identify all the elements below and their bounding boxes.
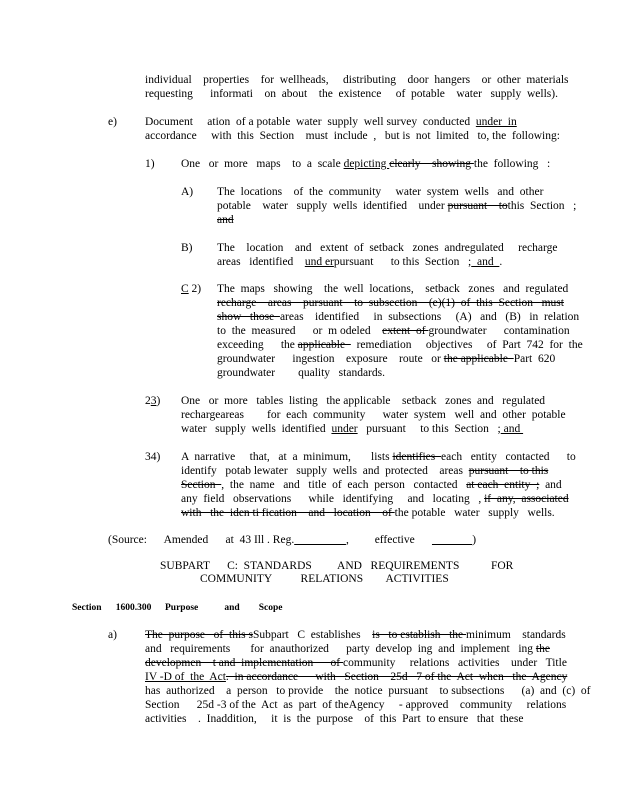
item-B-line-2: areas identified und erpursuant to this Section ; and . xyxy=(217,256,503,268)
item-a-line-6: Section 25d -3 of the Act as part of theAgency - approved community relations xyxy=(145,699,567,711)
item-34-line-5: with the iden ti fication and location of the potable water supply wells. xyxy=(181,507,555,519)
item-A-label: A) xyxy=(181,186,194,198)
item-1-line: One or more maps to a scale depicting clearly showing the following : xyxy=(181,158,551,170)
item-A-line-3: and xyxy=(217,214,234,226)
item-a-label: a) xyxy=(108,629,117,641)
item-C2-line-2: recharge areas pursuant to subsection (e)(1) of this Section must xyxy=(217,297,564,309)
item-C2-line-3: show those areas identified in subsections (A) and (B) in relation xyxy=(217,311,580,323)
item-34-line-1: A narrative that, at a minimum, lists identifies each entity contacted to xyxy=(181,451,576,463)
item-B-label: B) xyxy=(181,242,193,254)
item-a-line-7: activities . Inaddition, it is the purpose of this Part to ensure that these xyxy=(145,713,524,725)
item-C2-line-4: to the measured or m odeled extent of groundwater contamination xyxy=(217,325,570,337)
item-1-label: 1) xyxy=(145,158,155,170)
item-e-line-1: Document ation of a potable water supply well survey conducted under in xyxy=(145,116,517,128)
section-title: Purpose and Scope xyxy=(165,603,283,613)
subpart-heading-line-2: COMMUNITY RELATIONS ACTIVITIES xyxy=(200,573,449,585)
intro-line-2: requesting informati on about the existence of potable water supply wells). xyxy=(145,88,558,100)
item-a-line-2: and requirements for anauthorized party develop ing and implement ing the xyxy=(145,643,550,655)
item-a-line-5: has authorized a person to provide the notice pursuant to subsections (a) and (c) of xyxy=(145,685,591,697)
item-a-line-1: The purpose of this sSubpart C establishes is to establish the minimum standards xyxy=(145,629,566,641)
item-e-label: e) xyxy=(108,116,117,128)
intro-line-1: individual properties for wellheads, distributing door hangers or other materials xyxy=(145,74,569,86)
section-number: Section 1600.300 xyxy=(72,603,152,613)
item-C2-line-5: exceeding the applicable remediation objectives of Part 742 for the xyxy=(217,339,583,351)
item-C2-label: C 2) xyxy=(181,283,202,295)
item-A-line-2: potable water supply wells identified under pursuant tothis Section ; xyxy=(217,200,577,212)
source-line: (Source: Amended at 43 Ill . Reg. , effective ) xyxy=(108,534,477,546)
item-23-line-3: water supply wells identified under pursuant to this Section ; and xyxy=(181,423,524,435)
item-e-line-2: accordance with this Section must include , but is not limited to, the following: xyxy=(145,130,560,142)
item-23-line-2: rechargeareas for each community water system well and other potable xyxy=(181,409,566,421)
item-34-label: 34) xyxy=(145,451,161,463)
item-23-line-1: One or more tables listing the applicable setback zones and regulated xyxy=(181,395,546,407)
item-C2-line-7: groundwater quality standards. xyxy=(217,367,385,379)
item-B-line-1: The location and extent of setback zones andregulated recharge xyxy=(217,242,558,254)
item-a-line-3: developmen t and implementation of community relations activities under Title xyxy=(145,657,567,669)
item-34-line-3: Section , the name and title of each person contacted at each entity ; and xyxy=(181,479,562,491)
subpart-heading-line-1: SUBPART C: STANDARDS AND REQUIREMENTS FOR xyxy=(160,560,514,572)
item-A-line-1: The locations of the community water system wells and other xyxy=(217,186,544,198)
item-23-label: 23) xyxy=(145,395,161,407)
item-C2-line-1: The maps showing the well locations, setback zones and regulated xyxy=(217,283,569,295)
item-34-line-4: any field observations while identifying and locating , if any, associated xyxy=(181,493,569,505)
item-a-line-4: IV -D of the Act. in accordance with Section 25d 7 of the Act when the Agency xyxy=(145,671,568,683)
item-C2-line-6: groundwater ingestion exposure route or the applicable Part 620 xyxy=(217,353,556,365)
item-34-line-2: identify potab lewater supply wells and protected areas pursuant to this xyxy=(181,465,549,477)
